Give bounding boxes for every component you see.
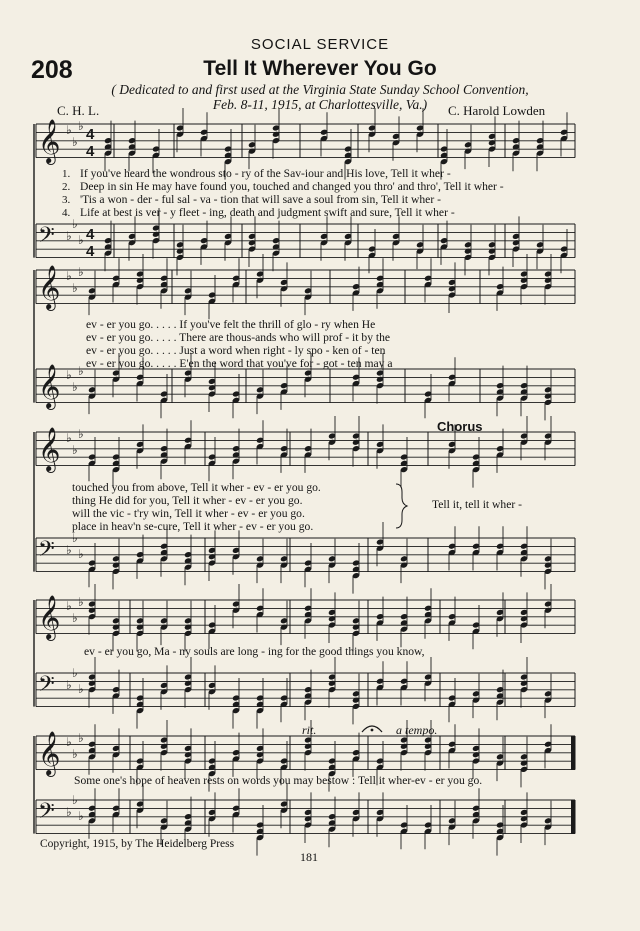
music-credit: C. Harold Lowden	[448, 103, 546, 118]
flat-sign: ♭	[72, 281, 78, 295]
page-number: 181	[300, 850, 318, 864]
flat-sign: ♭	[78, 682, 84, 696]
time-signature: 4	[86, 226, 95, 243]
verse-number: 2.	[62, 181, 71, 193]
flat-sign: ♭	[78, 265, 84, 279]
flat-sign: ♭	[72, 666, 78, 680]
time-signature: 4	[86, 126, 95, 143]
a-tempo-marking: a tempo.	[396, 723, 438, 737]
lyric-line: ev - er you go. . . . . Just a word when right - ly spo - ken of - ten	[86, 344, 386, 357]
lyric-line: Deep in sin He may have found you, touched and changed you thro' and thro', Tell it wher -	[80, 180, 504, 193]
lyric-line: ev - er you go. . . . . If you've felt the thrill of glo - ry when He	[86, 318, 376, 331]
copyright-notice: Copyright, 1915, by The Heidelberg Press	[40, 838, 235, 850]
chorus-label: Chorus	[437, 419, 483, 434]
bass-clef: 𝄢	[38, 537, 55, 567]
time-signature: 4	[86, 143, 95, 160]
bass-clef: 𝄢	[38, 799, 55, 829]
flat-sign: ♭	[66, 678, 72, 692]
verse-number: 3.	[62, 194, 71, 206]
bass-clef: 𝄢	[38, 223, 55, 253]
flat-sign: ♭	[66, 123, 72, 137]
treble-clef: 𝄞	[38, 119, 61, 163]
bass-clef: 𝄢	[38, 672, 55, 702]
lyric-line: ev - er you go. . . . . E'en the word that you've for - got - ten may a	[86, 357, 393, 370]
treble-clef: 𝄞	[38, 731, 61, 775]
final-bar	[571, 800, 575, 834]
flat-sign: ♭	[66, 805, 72, 819]
flat-sign: ♭	[78, 809, 84, 823]
lyric-line: If you've heard the wondrous sto - ry of the Sav-iour and His love, Tell it wher -	[80, 167, 451, 180]
time-signature: 4	[86, 243, 95, 260]
lyric-line: 'Tis a won - der - ful sal - va - tion that will save a soul from sin, Tell it wher -	[80, 193, 441, 206]
rit-marking: rit.	[302, 723, 317, 737]
flat-sign: ♭	[66, 368, 72, 382]
flat-sign: ♭	[72, 611, 78, 625]
flat-sign: ♭	[72, 443, 78, 457]
dedication-line-1: ( Dedicated to and first used at the Virginia State Sunday School Convention,	[111, 82, 529, 97]
dedication-line-2: Feb. 8-11, 1915, at Charlottesville, Va.)	[212, 97, 428, 112]
flat-sign: ♭	[78, 427, 84, 441]
flat-sign: ♭	[66, 269, 72, 283]
flat-sign: ♭	[72, 135, 78, 149]
lyric-line: ev - er you go. . . . . There are thous-ands who will prof - it by the	[86, 331, 391, 344]
lyric-line: thing He did for you, Tell it wher - ev - er you go.	[72, 494, 303, 507]
flat-sign: ♭	[78, 547, 84, 561]
flat-sign: ♭	[78, 595, 84, 609]
hymn-number: 208	[31, 56, 73, 84]
flat-sign: ♭	[78, 119, 84, 133]
flat-sign: ♭	[66, 543, 72, 557]
flat-sign: ♭	[72, 793, 78, 807]
flat-sign: ♭	[66, 431, 72, 445]
section-heading: SOCIAL SERVICE	[250, 36, 390, 53]
lyric-line: will the vic - t'ry win, Tell it wher - ev - er you go.	[72, 507, 305, 520]
flat-sign: ♭	[78, 364, 84, 378]
lyric-line: place in heav'n se-cure, Tell it wher - ev - er you go.	[72, 520, 314, 533]
flat-sign: ♭	[72, 380, 78, 394]
flat-sign: ♭	[66, 735, 72, 749]
flat-sign: ♭	[66, 599, 72, 613]
treble-clef: 𝄞	[38, 427, 61, 471]
final-bar	[571, 736, 575, 770]
flat-sign: ♭	[72, 531, 78, 545]
flat-sign: ♭	[78, 233, 84, 247]
verse-number: 1.	[62, 168, 71, 180]
lyric-line: touched you from above, Tell it wher - ev - er you go.	[72, 481, 321, 494]
flat-sign: ♭	[72, 747, 78, 761]
flat-sign: ♭	[72, 217, 78, 231]
verse-bracket	[396, 484, 407, 528]
lyric-line: ev - er you go, Ma - ny souls are long - ing for the good things you know,	[84, 645, 425, 658]
verse-number: 4.	[62, 207, 71, 219]
flat-sign: ♭	[78, 731, 84, 745]
hymn-title: Tell It Wherever You Go	[203, 57, 437, 80]
lyric-line: Life at best is ver - y fleet - ing, death and judgment swift and sure, Tell it wher -	[80, 206, 455, 219]
treble-clef: 𝄞	[38, 364, 61, 408]
fermata-dot	[371, 729, 374, 732]
words-credit: C. H. L.	[57, 103, 100, 118]
treble-clef: 𝄞	[38, 595, 61, 639]
lyric-line: Some one's hope of heaven rests on words you may bestow : Tell it wher-ev - er you go.	[74, 774, 483, 787]
treble-clef: 𝄞	[38, 265, 61, 309]
flat-sign: ♭	[66, 229, 72, 243]
chorus-lyric: Tell it, tell it wher -	[432, 498, 522, 511]
